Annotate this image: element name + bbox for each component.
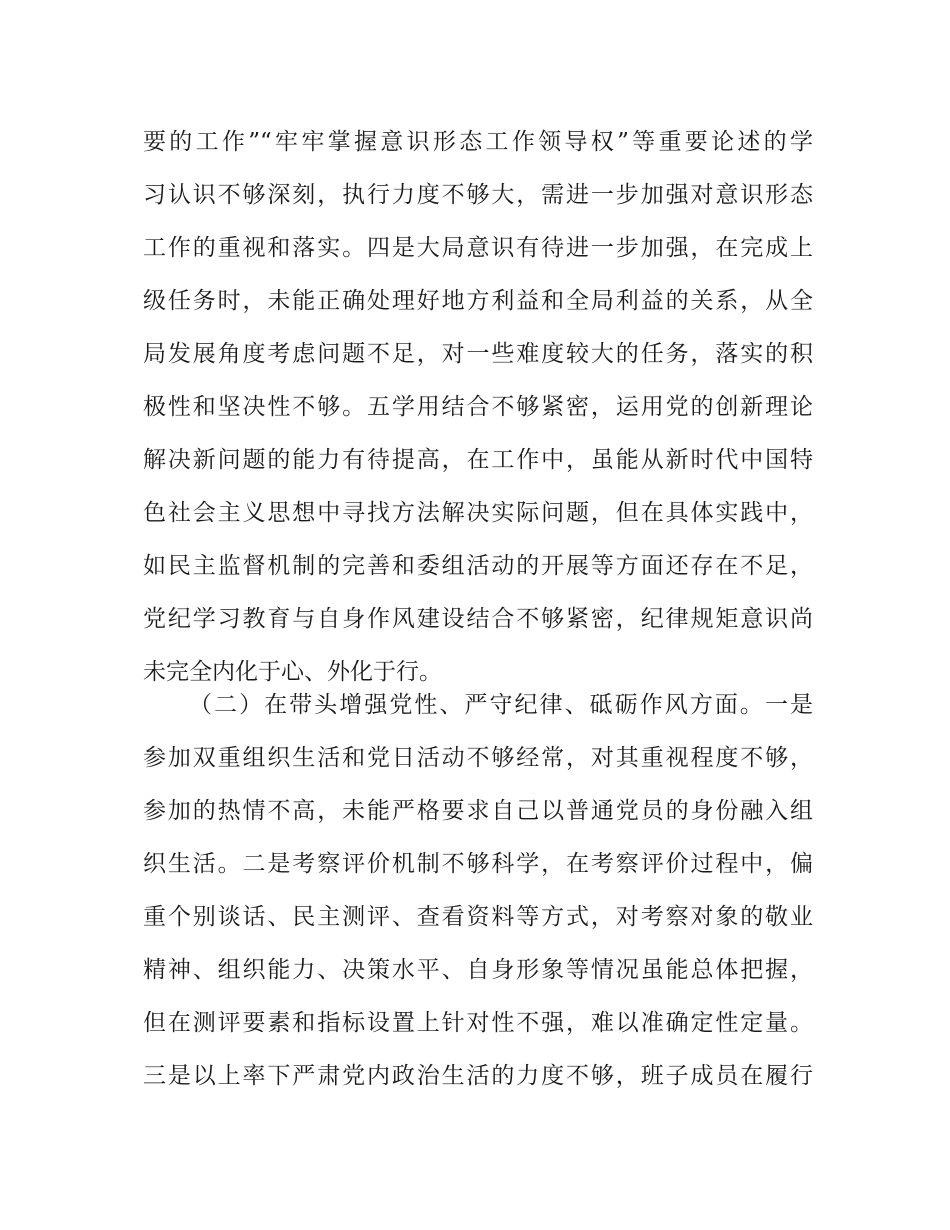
paragraph-line: 如民主监督机制的完善和委组活动的开展等方面还存在不足， bbox=[143, 553, 813, 579]
paragraph-line: 极性和坚决性不够。五学用结合不够紧密，运用党的创新理论 bbox=[143, 394, 813, 420]
paragraph-1 bbox=[143, 116, 813, 699]
paragraph-line: 重个别谈话、民主测评、查看资料等方式，对考察对象的敬业 bbox=[143, 904, 813, 930]
paragraph-line: 解决新问题的能力有待提高，在工作中，虽能从新时代中国特 bbox=[143, 447, 813, 473]
paragraph-line: （二）在带头增强党性、严守纪律、砥砺作风方面。一是 bbox=[189, 692, 813, 718]
paragraph-line: 但在测评要素和指标设置上针对性不强，难以准确定性定量。 bbox=[143, 1010, 813, 1036]
paragraph-line: 三是以上率下严肃党内政治生活的力度不够，班子成员在履行 bbox=[143, 1063, 813, 1089]
paragraph-2 bbox=[143, 679, 813, 1103]
paragraph-line: 要的工作”“牢牢掌握意识形态工作领导权”等重要论述的学 bbox=[143, 129, 813, 155]
paragraph-line: 习认识不够深刻，执行力度不够大，需进一步加强对意识形态 bbox=[143, 182, 813, 208]
paragraph-line: 级任务时，未能正确处理好地方利益和全局利益的关系，从全 bbox=[143, 288, 813, 314]
paragraph-line: 局发展角度考虑问题不足，对一些难度较大的任务，落实的积 bbox=[143, 341, 813, 367]
paragraph-line: 织生活。二是考察评价机制不够科学，在考察评价过程中，偏 bbox=[143, 851, 813, 877]
paragraph-line: 参加双重组织生活和党日活动不够经常，对其重视程度不够， bbox=[143, 745, 813, 771]
paragraph-line: 未完全内化于心、外化于行。 bbox=[143, 659, 442, 685]
paragraph-line: 色社会主义思想中寻找方法解决实际问题，但在具体实践中， bbox=[143, 500, 813, 526]
paragraph-line: 工作的重视和落实。四是大局意识有待进一步加强，在完成上 bbox=[143, 235, 813, 261]
paragraph-line: 精神、组织能力、决策水平、自身形象等情况虽能总体把握， bbox=[143, 957, 813, 983]
paragraph-line: 参加的热情不高，未能严格要求自己以普通党员的身份融入组 bbox=[143, 798, 813, 824]
paragraph-line: 党纪学习教育与自身作风建设结合不够紧密，纪律规矩意识尚 bbox=[143, 606, 813, 632]
